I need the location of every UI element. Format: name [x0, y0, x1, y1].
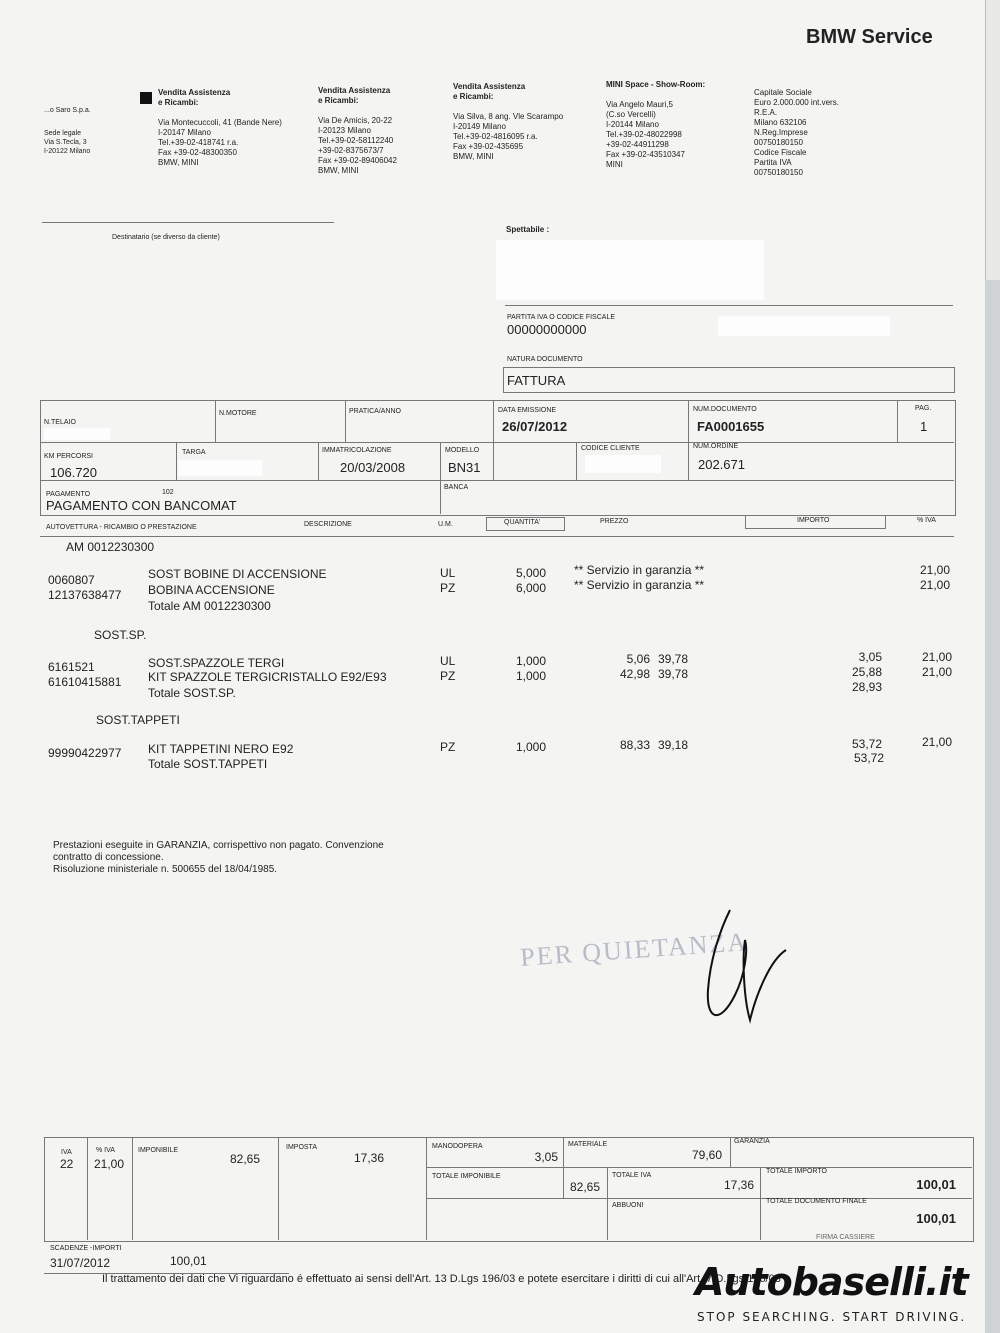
- grid-line: [132, 1137, 133, 1240]
- item-price: ** Servizio in garanzia **: [574, 578, 705, 592]
- item-code: 99990422977: [48, 746, 122, 760]
- sede-addr2: I-20122 Milano: [44, 148, 91, 155]
- item-um: UL: [440, 654, 456, 668]
- garanzia-label: GARANZIA: [734, 1138, 770, 1145]
- abbuoni-label: ABBUONI: [612, 1202, 644, 1209]
- note-line: contratto di concessione.: [53, 852, 164, 863]
- sede-label: Sede legale: [44, 130, 81, 137]
- grid-line: [215, 400, 216, 442]
- autobaselli-logo: [695, 1260, 995, 1330]
- modello-label: MODELLO: [445, 447, 480, 454]
- branch-line: Via Angelo Mauri,5: [606, 100, 674, 109]
- targa-label: TARGA: [182, 449, 206, 456]
- company-name: ...o Saro S.p.a.: [44, 107, 91, 114]
- branch-line: Tel.+39-02-4816095 r.a.: [453, 132, 538, 141]
- item-qty: 1,000: [515, 669, 546, 683]
- tot-imponibile-value: 82,65: [569, 1180, 600, 1194]
- branch-line: I-20149 Milano: [453, 122, 506, 131]
- pag-label: PAG.: [915, 405, 932, 412]
- item-desc: SOST BOBINE DI ACCENSIONE: [148, 567, 327, 581]
- item-code: 6161521: [48, 660, 95, 674]
- num-documento-label: NUM.DOCUMENTO: [693, 406, 757, 413]
- branch-line: +39-02-8375673/7: [318, 146, 384, 155]
- col-qty: QUANTITA': [504, 519, 541, 526]
- branch-subtitle: e Ricambi:: [318, 96, 359, 105]
- grid-line: [426, 1198, 972, 1199]
- item-iva: 21,00: [919, 578, 950, 592]
- num-documento-value: FA0001655: [697, 419, 765, 434]
- tot-iva-label: TOTALE IVA: [612, 1172, 652, 1179]
- motore-label: N.MOTORE: [219, 410, 257, 417]
- bullet-square-icon: [140, 92, 152, 104]
- item-um: PZ: [440, 740, 456, 754]
- item-code: 0060807: [48, 573, 95, 587]
- item-discount: 39,78: [658, 667, 689, 681]
- num-ordine-value: 202.671: [698, 457, 745, 472]
- col-art: AUTOVETTURA - RICAMBIO O PRESTAZIONE: [46, 524, 197, 531]
- redacted-customer: [496, 240, 764, 300]
- item-qty: 6,000: [515, 581, 546, 595]
- telaio-label: N.TELAIO: [44, 419, 76, 426]
- item-amount: 3,05: [858, 650, 882, 664]
- tot-importo-value: 100,01: [916, 1177, 956, 1192]
- quietanza-stamp: PER QUIETANZA: [519, 927, 749, 972]
- km-value: 106.720: [50, 465, 97, 480]
- branch-line: Fax +39-02-48300350: [158, 148, 237, 157]
- group-total-label: Totale SOST.TAPPETI: [148, 757, 268, 771]
- item-price: 5,06: [626, 652, 650, 666]
- col-desc: DESCRIZIONE: [304, 521, 352, 528]
- sede-addr1: Via S.Tecla, 3: [44, 139, 87, 146]
- tot-finale-label: TOTALE DOCUMENTO FINALE: [766, 1198, 867, 1205]
- grid-line: [730, 1137, 731, 1167]
- branch-line: BMW, MINI: [318, 166, 359, 175]
- branch-line: I-20123 Milano: [318, 126, 371, 135]
- group-total-label: Totale SOST.SP.: [148, 686, 236, 700]
- immatricolazione-value: 20/03/2008: [340, 460, 406, 475]
- capital-line: Partita IVA: [754, 158, 792, 167]
- capital-line: N.Reg.Imprese: [754, 128, 808, 137]
- destinatario-line: [42, 222, 334, 223]
- manodopera-label: MANODOPERA: [432, 1143, 483, 1150]
- item-qty: 1,000: [515, 740, 546, 754]
- branch-line: (C.so Vercelli): [606, 110, 656, 119]
- iva-label: IVA: [61, 1149, 72, 1156]
- capital-line: 00750180150: [754, 168, 803, 177]
- item-desc: KIT SPAZZOLE TERGICRISTALLO E92/E93: [148, 670, 387, 684]
- item-price: 42,98: [619, 667, 650, 681]
- branch-line: Tel.+39-02-418741 r.a.: [158, 138, 239, 147]
- capital-line: 00750180150: [754, 138, 803, 147]
- grid-line: [345, 400, 346, 442]
- group-code: SOST.TAPPETI: [96, 713, 180, 727]
- branch-subtitle: e Ricambi:: [453, 92, 494, 101]
- grid-line: [440, 442, 441, 514]
- item-iva: 21,00: [921, 735, 952, 749]
- grid-line: [87, 1137, 88, 1240]
- branch-line: Via De Amicis, 20-22: [318, 116, 393, 125]
- logo-tagline: STOP SEARCHING. START DRIVING.: [697, 1310, 967, 1324]
- col-price: PREZZO: [600, 518, 629, 525]
- tot-finale-value: 100,01: [916, 1211, 956, 1226]
- group-code: SOST.SP.: [94, 628, 147, 642]
- grid-line: [40, 442, 954, 443]
- item-qty: 5,000: [515, 566, 546, 580]
- signature: [690, 900, 800, 1030]
- branch-line: Via Montecuccoli, 41 (Bande Nere): [158, 118, 282, 127]
- tot-importo-label: TOTALE IMPORTO: [766, 1168, 827, 1175]
- piva-label: PARTITA IVA O CODICE FISCALE: [507, 314, 616, 321]
- item-code: 61610415881: [48, 675, 122, 689]
- group-total-amount: 28,93: [851, 680, 882, 694]
- logo-name: Autobaselli.it: [695, 1260, 968, 1304]
- col-amount: IMPORTO: [797, 517, 830, 524]
- materiale-value: 79,60: [691, 1148, 722, 1162]
- perc-iva-label: % IVA: [96, 1147, 115, 1154]
- natura-label: NATURA DOCUMENTO: [507, 356, 583, 363]
- pagamento-value: PAGAMENTO CON BANCOMAT: [46, 498, 237, 513]
- note-line: Risoluzione ministeriale n. 500655 del 18/04/1985.: [53, 864, 278, 875]
- data-emissione-label: DATA EMISSIONE: [498, 407, 557, 414]
- branch-4: [606, 80, 746, 170]
- branch-line: Fax +39-02-435695: [453, 142, 524, 151]
- tot-imponibile-label: TOTALE IMPONIBILE: [432, 1173, 501, 1180]
- grid-line: [426, 1167, 972, 1168]
- grid-line: [493, 400, 494, 480]
- spettabile-label: Spettabile :: [506, 225, 550, 234]
- item-desc: SOST.SPAZZOLE TERGI: [148, 656, 285, 670]
- item-discount: 39,18: [658, 738, 689, 752]
- modello-value: BN31: [448, 460, 481, 475]
- branch-2: [318, 86, 448, 176]
- item-iva: 21,00: [919, 563, 950, 577]
- tot-iva-value: 17,36: [723, 1178, 754, 1192]
- materiale-label: MATERIALE: [568, 1141, 608, 1148]
- col-um: U.M.: [438, 521, 453, 528]
- branch-line: Fax +39-02-89406042: [318, 156, 397, 165]
- pagamento-label: PAGAMENTO: [46, 491, 91, 498]
- banca-label: BANCA: [444, 484, 469, 491]
- background-paper-edge: [985, 0, 1000, 280]
- branch-title: Vendita Assistenza: [453, 82, 526, 91]
- branch-3: [453, 82, 598, 162]
- grid-line: [318, 442, 319, 480]
- branch-title: MINI Space - Show-Room:: [606, 80, 706, 89]
- branch-line: Tel.+39-02-48022998: [606, 130, 682, 139]
- item-um: UL: [440, 566, 456, 580]
- perc-iva-value: 21,00: [94, 1157, 125, 1171]
- km-label: KM PERCORSI: [44, 453, 94, 460]
- branch-line: I-20147 Milano: [158, 128, 211, 137]
- scadenze-amount: 100,01: [170, 1254, 207, 1268]
- branch-line: MINI: [606, 160, 623, 169]
- grid-line: [278, 1137, 279, 1240]
- branch-title: Vendita Assistenza: [318, 86, 391, 95]
- redacted-cliente: [585, 455, 661, 473]
- item-code: 12137638477: [48, 588, 122, 602]
- destinatario-label: Destinatario (se diverso da cliente): [112, 234, 220, 241]
- scadenze-date: 31/07/2012: [50, 1256, 111, 1270]
- privacy-text: Il trattamento dei dati che Vi riguardano é effettuato ai sensi dell'Art. 13 D.Lgs 196/03 e potete esercitare i diritti di cui all'Art. 7 D.Lgs 196/03: [102, 1273, 781, 1285]
- imposta-value: 17,36: [353, 1151, 384, 1165]
- grid-line: [760, 1167, 761, 1240]
- imponibile-label: IMPONIBILE: [138, 1147, 179, 1154]
- item-qty: 1,000: [515, 654, 546, 668]
- note-line: Prestazioni eseguite in GARANZIA, corrispettivo non pagato. Convenzione: [53, 840, 384, 851]
- capital-line: Codice Fiscale: [754, 148, 807, 157]
- item-desc: BOBINA ACCENSIONE: [148, 583, 275, 597]
- item-discount: 39,78: [658, 652, 689, 666]
- item-price: 88,33: [619, 738, 650, 752]
- imposta-label: IMPOSTA: [286, 1144, 317, 1151]
- branch-line: BMW, MINI: [158, 158, 199, 167]
- pag-value: 1: [920, 419, 928, 434]
- columns-line: [40, 536, 954, 537]
- scadenze-label: SCADENZE -IMPORTI: [50, 1245, 122, 1252]
- num-ordine-label: NUM.ORDINE: [693, 443, 739, 450]
- notes: [53, 840, 384, 876]
- data-emissione-value: 26/07/2012: [502, 419, 568, 434]
- spettabile-line: [505, 305, 953, 306]
- item-um: PZ: [440, 669, 456, 683]
- grid-line: [426, 1137, 427, 1240]
- branch-subtitle: e Ricambi:: [158, 98, 199, 107]
- grid-line: [607, 1167, 608, 1240]
- firma-label: FIRMA CASSIERE: [816, 1234, 875, 1241]
- iva-code: 22: [60, 1157, 74, 1171]
- capital-line: Capitale Sociale: [754, 88, 812, 97]
- group-code: AM 0012230300: [66, 540, 155, 554]
- grid-line: [688, 400, 689, 480]
- branch-line: Via Silva, 8 ang. Vle Scarampo: [453, 112, 564, 121]
- branch-line: BMW, MINI: [453, 152, 494, 161]
- grid-line: [897, 400, 898, 442]
- manodopera-value: 3,05: [534, 1150, 558, 1164]
- branch-line: Tel.+39-02-58112240: [318, 136, 394, 145]
- item-iva: 21,00: [921, 665, 952, 679]
- group-total-label: Totale AM 0012230300: [148, 599, 271, 613]
- natura-value: FATTURA: [507, 373, 566, 388]
- capital-line: Milano 632106: [754, 118, 807, 127]
- item-amount: 53,72: [851, 737, 882, 751]
- branch-1: [158, 88, 308, 168]
- branch-title: Vendita Assistenza: [158, 88, 231, 97]
- branch-line: +39-02-44911298: [606, 140, 669, 149]
- piva-value: 00000000000: [507, 322, 587, 337]
- codice-cliente-label: CODICE CLIENTE: [581, 445, 640, 452]
- branch-line: I-20144 Milano: [606, 120, 659, 129]
- grid-line: [576, 442, 577, 480]
- grid-line: [176, 442, 177, 480]
- item-um: PZ: [440, 581, 456, 595]
- redacted-piva: [718, 316, 890, 336]
- pratica-label: PRATICA/ANNO: [349, 408, 401, 415]
- natura-box: [503, 367, 955, 393]
- company-block: [44, 106, 134, 156]
- redacted-telaio: [44, 428, 110, 440]
- immatricolazione-label: IMMATRICOLAZIONE: [322, 447, 392, 454]
- brand-title: BMW Service: [806, 26, 933, 48]
- item-iva: 21,00: [921, 650, 952, 664]
- imponibile-value: 82,65: [229, 1152, 260, 1166]
- group-total-amount: 53,72: [853, 751, 884, 765]
- pagamento-code: 102: [162, 489, 174, 496]
- redacted-targa: [178, 460, 262, 476]
- branch-line: Fax +39-02-43510347: [606, 150, 685, 159]
- grid-line: [40, 480, 954, 481]
- capital-block: [754, 88, 874, 178]
- item-price: ** Servizio in garanzia **: [574, 563, 705, 577]
- capital-line: Euro 2.000.000 int.vers.: [754, 98, 839, 107]
- col-iva: % IVA: [917, 517, 936, 524]
- capital-line: R.E.A.: [754, 108, 778, 117]
- item-desc: KIT TAPPETINI NERO E92: [148, 742, 294, 756]
- item-amount: 25,88: [851, 665, 882, 679]
